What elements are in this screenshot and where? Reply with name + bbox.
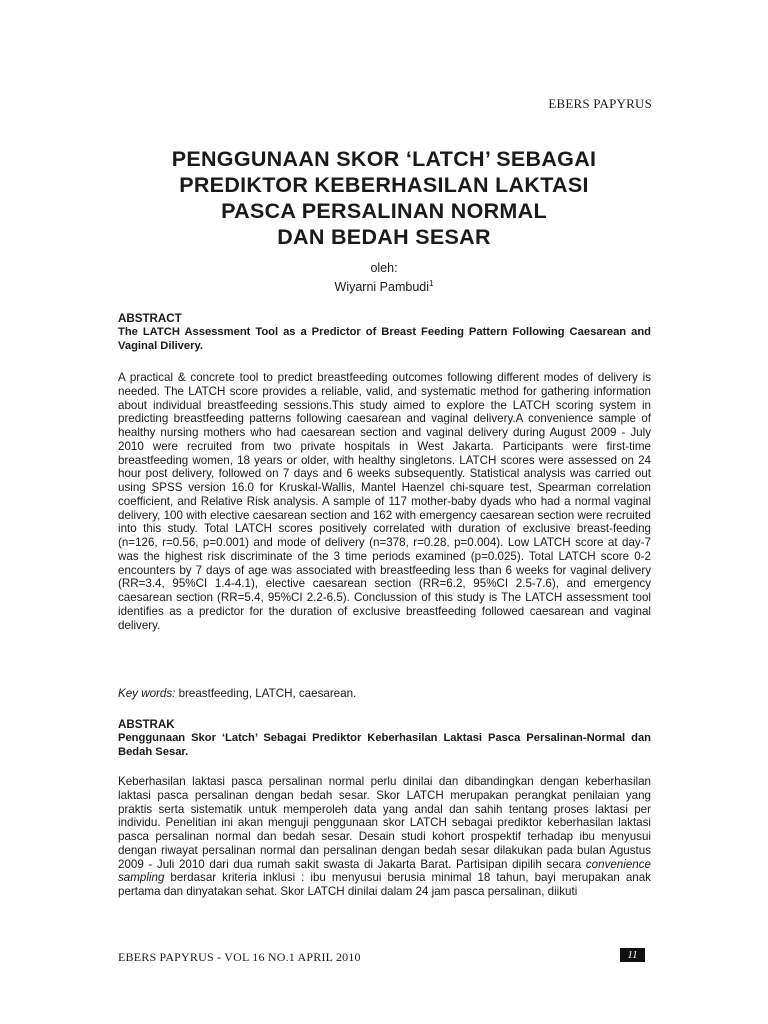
affiliation-mark: 1 [429, 279, 434, 288]
article-title [110, 146, 658, 250]
title-line: PREDIKTOR KEBERHASILAN LAKTASI [179, 173, 589, 197]
keywords: breastfeeding, LATCH, caesarean. [178, 687, 357, 700]
abstrak-subtitle: Penggunaan Skor ‘Latch’ Sebagai Prediktor Keberhasilan Laktasi Pasca Persalinan-Normal dan Bedah Sesar. [118, 731, 651, 758]
abstrak-heading: ABSTRAK [118, 718, 175, 731]
title-line: DAN BEDAH SESAR [277, 225, 491, 249]
title-line: PASCA PERSALINAN NORMAL [221, 199, 547, 223]
abstract-heading: ABSTRACT [118, 312, 182, 325]
byline-oleh: oleh: [370, 261, 398, 275]
abstrak-italic-term: convenience sampling [118, 857, 651, 885]
byline [0, 260, 768, 295]
page-number: 11 [620, 948, 645, 962]
title-line: PENGGUNAAN SKOR ‘LATCH’ SEBAGAI [171, 147, 597, 171]
abstrak-body-part: berdasar kriteria inklusi : ibu menyusui berusia minimal 18 tahun, bayi merupakan anak pertama dan dinyatakan sehat. Skor LATCH dinilai dalam 24 jam pasca persalinan, diikuti [118, 871, 651, 898]
footer-citation: EBERS PAPYRUS - VOL 16 NO.1 APRIL 2010 [118, 950, 361, 964]
author-line [0, 276, 768, 295]
keywords-line [118, 687, 651, 701]
abstract-en-section [118, 312, 651, 353]
abstract-subtitle: The LATCH Assessment Tool as a Predictor of Breast Feeding Pattern Following Caesarean and Vaginal Dilivery. [118, 325, 651, 352]
abstrak-body-block [118, 775, 651, 899]
author-name: Wiyarni Pambudi [334, 280, 430, 295]
abstract-en-body-block [118, 371, 651, 632]
abstrak-body [118, 775, 651, 899]
journal-header: EBERS PAPYRUS [548, 96, 652, 111]
keywords-label: Key words: [118, 687, 176, 700]
abstrak-body-part: Keberhasilan laktasi pasca persalinan normal perlu dinilai dan dibandingkan dengan keberhasilan laktasi pasca persalinan dengan bedah sesar. Skor LATCH merupakan perangkat penilaian yang praktis serta sistematik untuk memperoleh data yang andal dan sahih tentang proses laktasi per individu. Penelitian ini akan menguji penggunaan skor LATCH sebagai prediktor keberhasilan laktasi pasca persalinan normal dan bedah sesar. Desain studi kohort prospektif terhadap ibu menyusui dengan riwayat persalinan normal dan persalinan dengan bedah sesar dilakukan pada bulan Agustus 2009 - Juli 2010 dari dua rumah sakit swasta di Jakarta Barat. Partisipan dipilih secara [118, 775, 651, 871]
abstract-id-section [118, 718, 651, 759]
abstract-body: A practical & concrete tool to predict breastfeeding outcomes following different modes of delivery is needed. The LATCH score provides a reliable, valid, and systematic method for gathering information about individual breastfeeding sessions.This study aimed to explore the LATCH scoring system in predicting breastfeeding patterns following caesarean and vaginal delivery.A convenience sample of healthy nursing mothers who had caesarean section and vaginal delivery during August 2009 - July 2010 were recruited from two private hospitals in West Jakarta. Participants were first-time breastfeeding women, 18 years or older, with healthy singletons. LATCH scores were assessed on 24 hour post delivery, followed on 7 days and 6 weeks subsequently. Statistical analysis was carried out using SPSS version 16.0 for Kruskal-Wallis, Mantel Haenzel chi-square test, Spearman correlation coefficient, and Relative Risk analysis. A sample of 117 mother-baby dyads who had a normal vaginal delivery, 100 with elective caesarean section and 162 with emergency caesarean section were recruited into this study. Total LATCH scores positively correlated with duration of exclusive breast-feeding (n=126, r=0.56, p=0.001) and mode of delivery (n=378, r=0.28, p=0.004). Low LATCH score at day-7 was the highest risk discriminate of the 3 time periods examined (p=0.025). Total LATCH score 0-2 encounters by 7 days of age was associated with breastfeeding less than 6 weeks for vaginal delivery (RR=3.4, 95%CI 1.4-4.1), elective caesarean section (RR=6.2, 95%CI 2.5-7.6), and emergency caesarean section (RR=5.4, 95%CI 2.2-6.5). Conclussion of this study is The LATCH assessment tool identifies as a predictor for the duration of exclusive breastfeeding followed caesarean and vaginal delivery. [118, 371, 651, 632]
